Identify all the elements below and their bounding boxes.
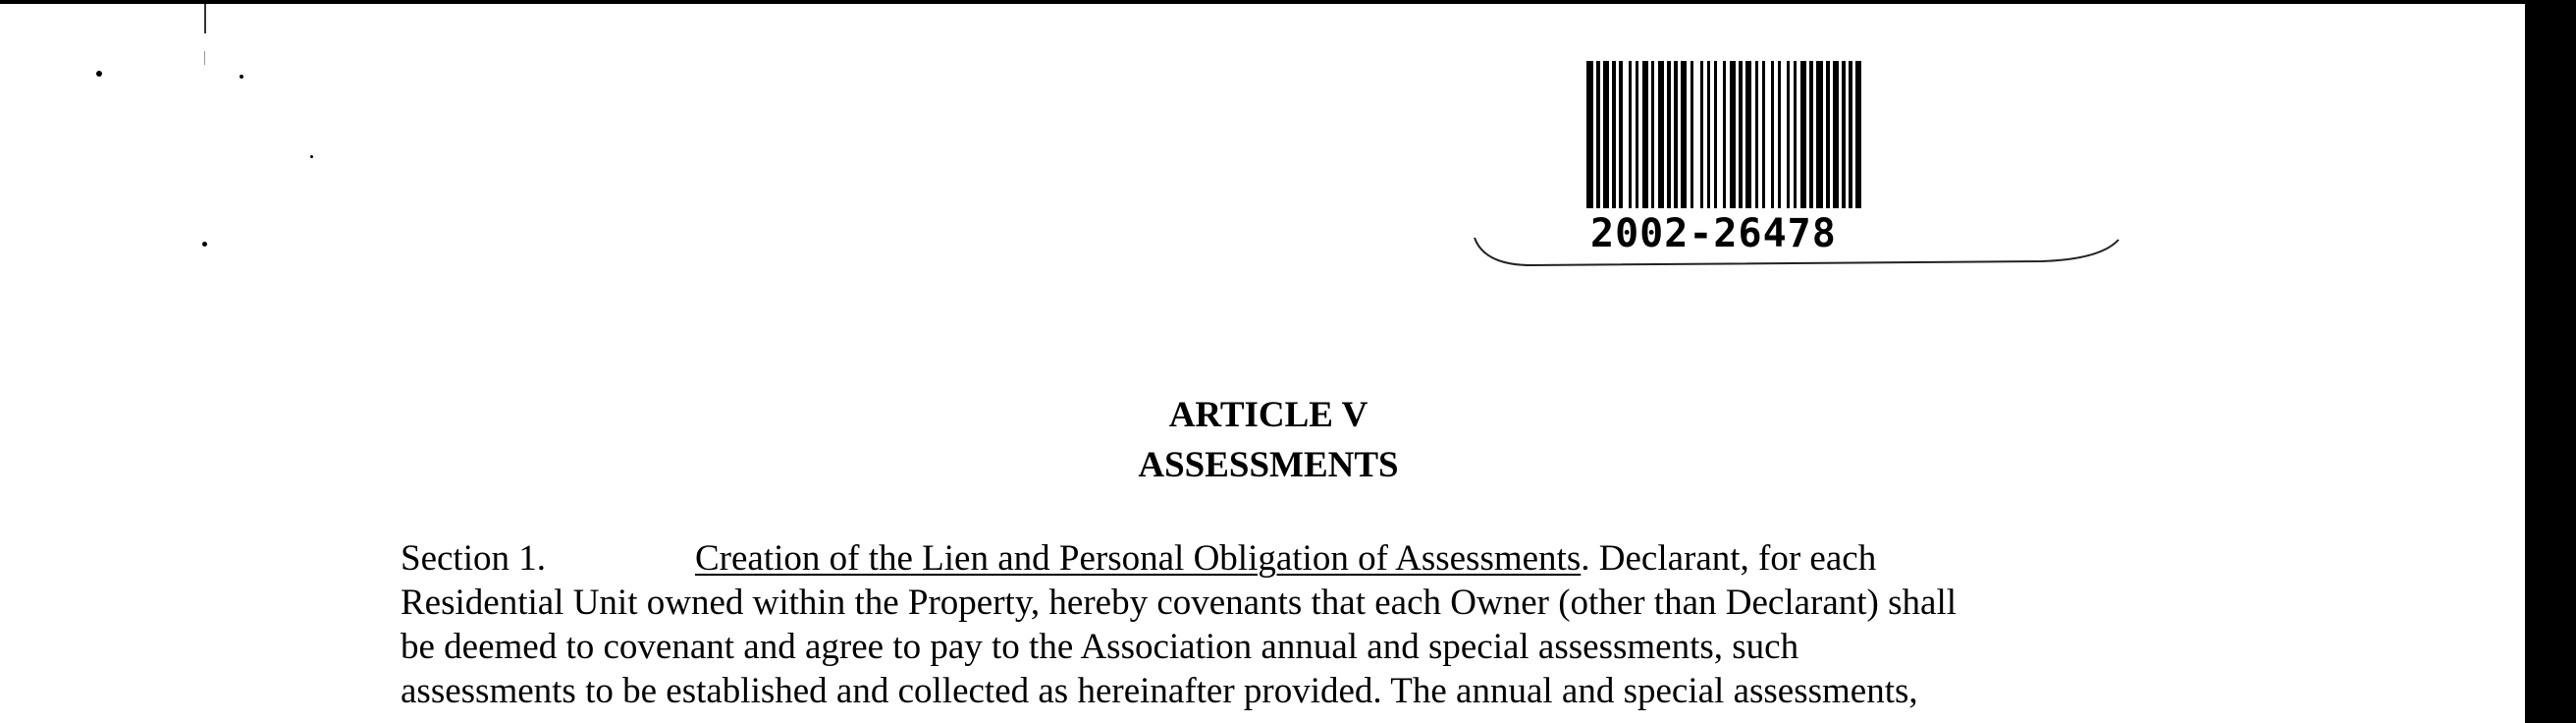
barcode-underline xyxy=(1473,236,2120,275)
recording-number: 2002-26478 xyxy=(1590,211,1837,256)
scan-right-border xyxy=(2525,0,2576,723)
scan-mark xyxy=(204,51,205,65)
scan-speck xyxy=(202,242,207,247)
section-first-line xyxy=(401,536,2168,581)
section-text-line: be deemed to covenant and agree to pay to the Association annual and special assessments, such xyxy=(401,627,1799,667)
scan-top-border xyxy=(0,0,2525,4)
section-body xyxy=(401,536,2168,713)
article-subtitle: ASSESSMENTS xyxy=(1138,445,1399,485)
barcode-image xyxy=(1586,61,2026,208)
section-text: . Declarant, for each xyxy=(1581,538,1877,579)
section-label: Section 1. xyxy=(401,538,546,579)
scan-speck xyxy=(96,71,102,77)
section-text-line: assessments to be established and collected as hereinafter provided. The annual and special assessments, xyxy=(401,671,1918,711)
section-heading: Creation of the Lien and Personal Obligation of Assessments xyxy=(695,538,1582,579)
scan-speck xyxy=(310,155,313,158)
section-text-line: Residential Unit owned within the Property, hereby covenants that each Owner (other than Declarant) shall xyxy=(401,583,1958,623)
barcode xyxy=(1581,61,2032,257)
scan-speck xyxy=(240,75,243,79)
article-title: ARTICLE V xyxy=(1168,395,1368,435)
scan-mark xyxy=(204,4,206,33)
